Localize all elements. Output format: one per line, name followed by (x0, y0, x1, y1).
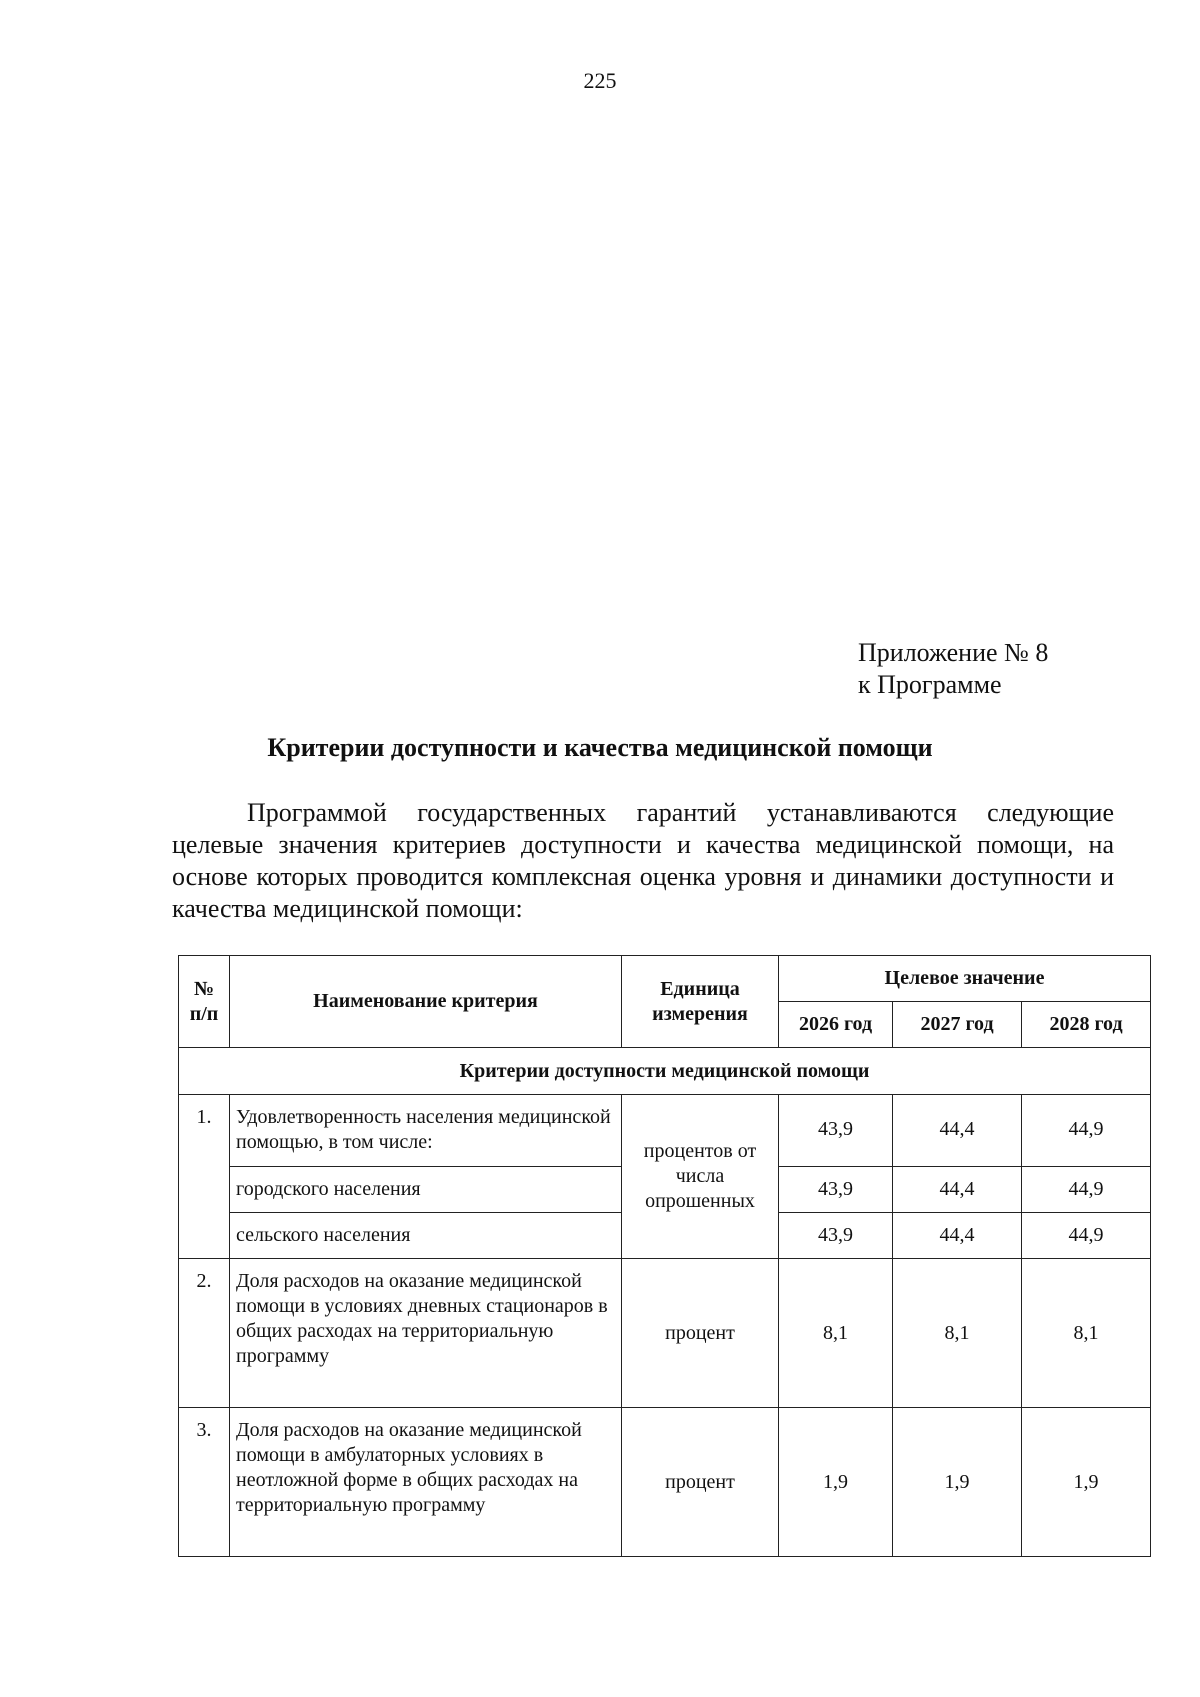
criterion-name: городского населения (230, 1167, 622, 1213)
header-target: Целевое значение (779, 956, 1151, 1002)
value-2026: 43,9 (779, 1095, 893, 1167)
value-2028: 44,9 (1022, 1095, 1151, 1167)
section-row (179, 1048, 1151, 1095)
table-row (179, 1408, 1151, 1557)
criterion-unit: процентов от числа опрошенных (622, 1095, 779, 1259)
header-unit: Единица измерения (622, 956, 779, 1048)
document-title: Критерии доступности и качества медицинской помощи (267, 733, 933, 762)
header-num: № п/п (179, 956, 230, 1048)
appendix-line-1: Приложение № 8 (858, 638, 1049, 667)
header-name: Наименование критерия (230, 956, 622, 1048)
appendix-note (858, 637, 1048, 701)
criterion-unit: процент (622, 1259, 779, 1408)
value-2027: 44,4 (893, 1213, 1022, 1259)
value-2026: 43,9 (779, 1213, 893, 1259)
criterion-name: Доля расходов на оказание медицинской помощи в амбулаторных условиях в неотложной форме в общих расходах на территориальную программу (230, 1408, 622, 1557)
header-year: 2028 год (1022, 1002, 1151, 1048)
value-2028: 8,1 (1022, 1259, 1151, 1408)
criterion-unit: процент (622, 1408, 779, 1557)
row-number: 2. (179, 1259, 230, 1408)
value-2028: 44,9 (1022, 1213, 1151, 1259)
value-2027: 8,1 (893, 1259, 1022, 1408)
criterion-name: сельского населения (230, 1213, 622, 1259)
value-2026: 1,9 (779, 1408, 893, 1557)
row-number: 1. (179, 1095, 230, 1259)
value-2027: 1,9 (893, 1408, 1022, 1557)
value-2027: 44,4 (893, 1095, 1022, 1167)
header-year: 2026 год (779, 1002, 893, 1048)
section-title: Критерии доступности медицинской помощи (179, 1048, 1151, 1095)
row-number: 3. (179, 1408, 230, 1557)
table-row (179, 1259, 1151, 1408)
value-2028: 1,9 (1022, 1408, 1151, 1557)
value-2026: 43,9 (779, 1167, 893, 1213)
criterion-name: Доля расходов на оказание медицинской помощи в условиях дневных стационаров в общих расходах на территориальную программу (230, 1259, 622, 1408)
intro-paragraph: Программой государственных гарантий устанавливаются следующие целевые значения критериев доступности и качества медицинской помощи, на основе которых проводится комплексная оценка уровня и динамики доступности и качества медицинской помощи: (172, 798, 1114, 923)
page-number: 225 (583, 68, 617, 93)
value-2027: 44,4 (893, 1167, 1022, 1213)
appendix-line-2: к Программе (858, 670, 1002, 699)
value-2028: 44,9 (1022, 1167, 1151, 1213)
criteria-table (178, 955, 1151, 1557)
value-2026: 8,1 (779, 1259, 893, 1408)
table-row (179, 1095, 1151, 1167)
header-year: 2027 год (893, 1002, 1022, 1048)
criterion-name: Удовлетворенность населения медицинской помощью, в том числе: (230, 1095, 622, 1167)
